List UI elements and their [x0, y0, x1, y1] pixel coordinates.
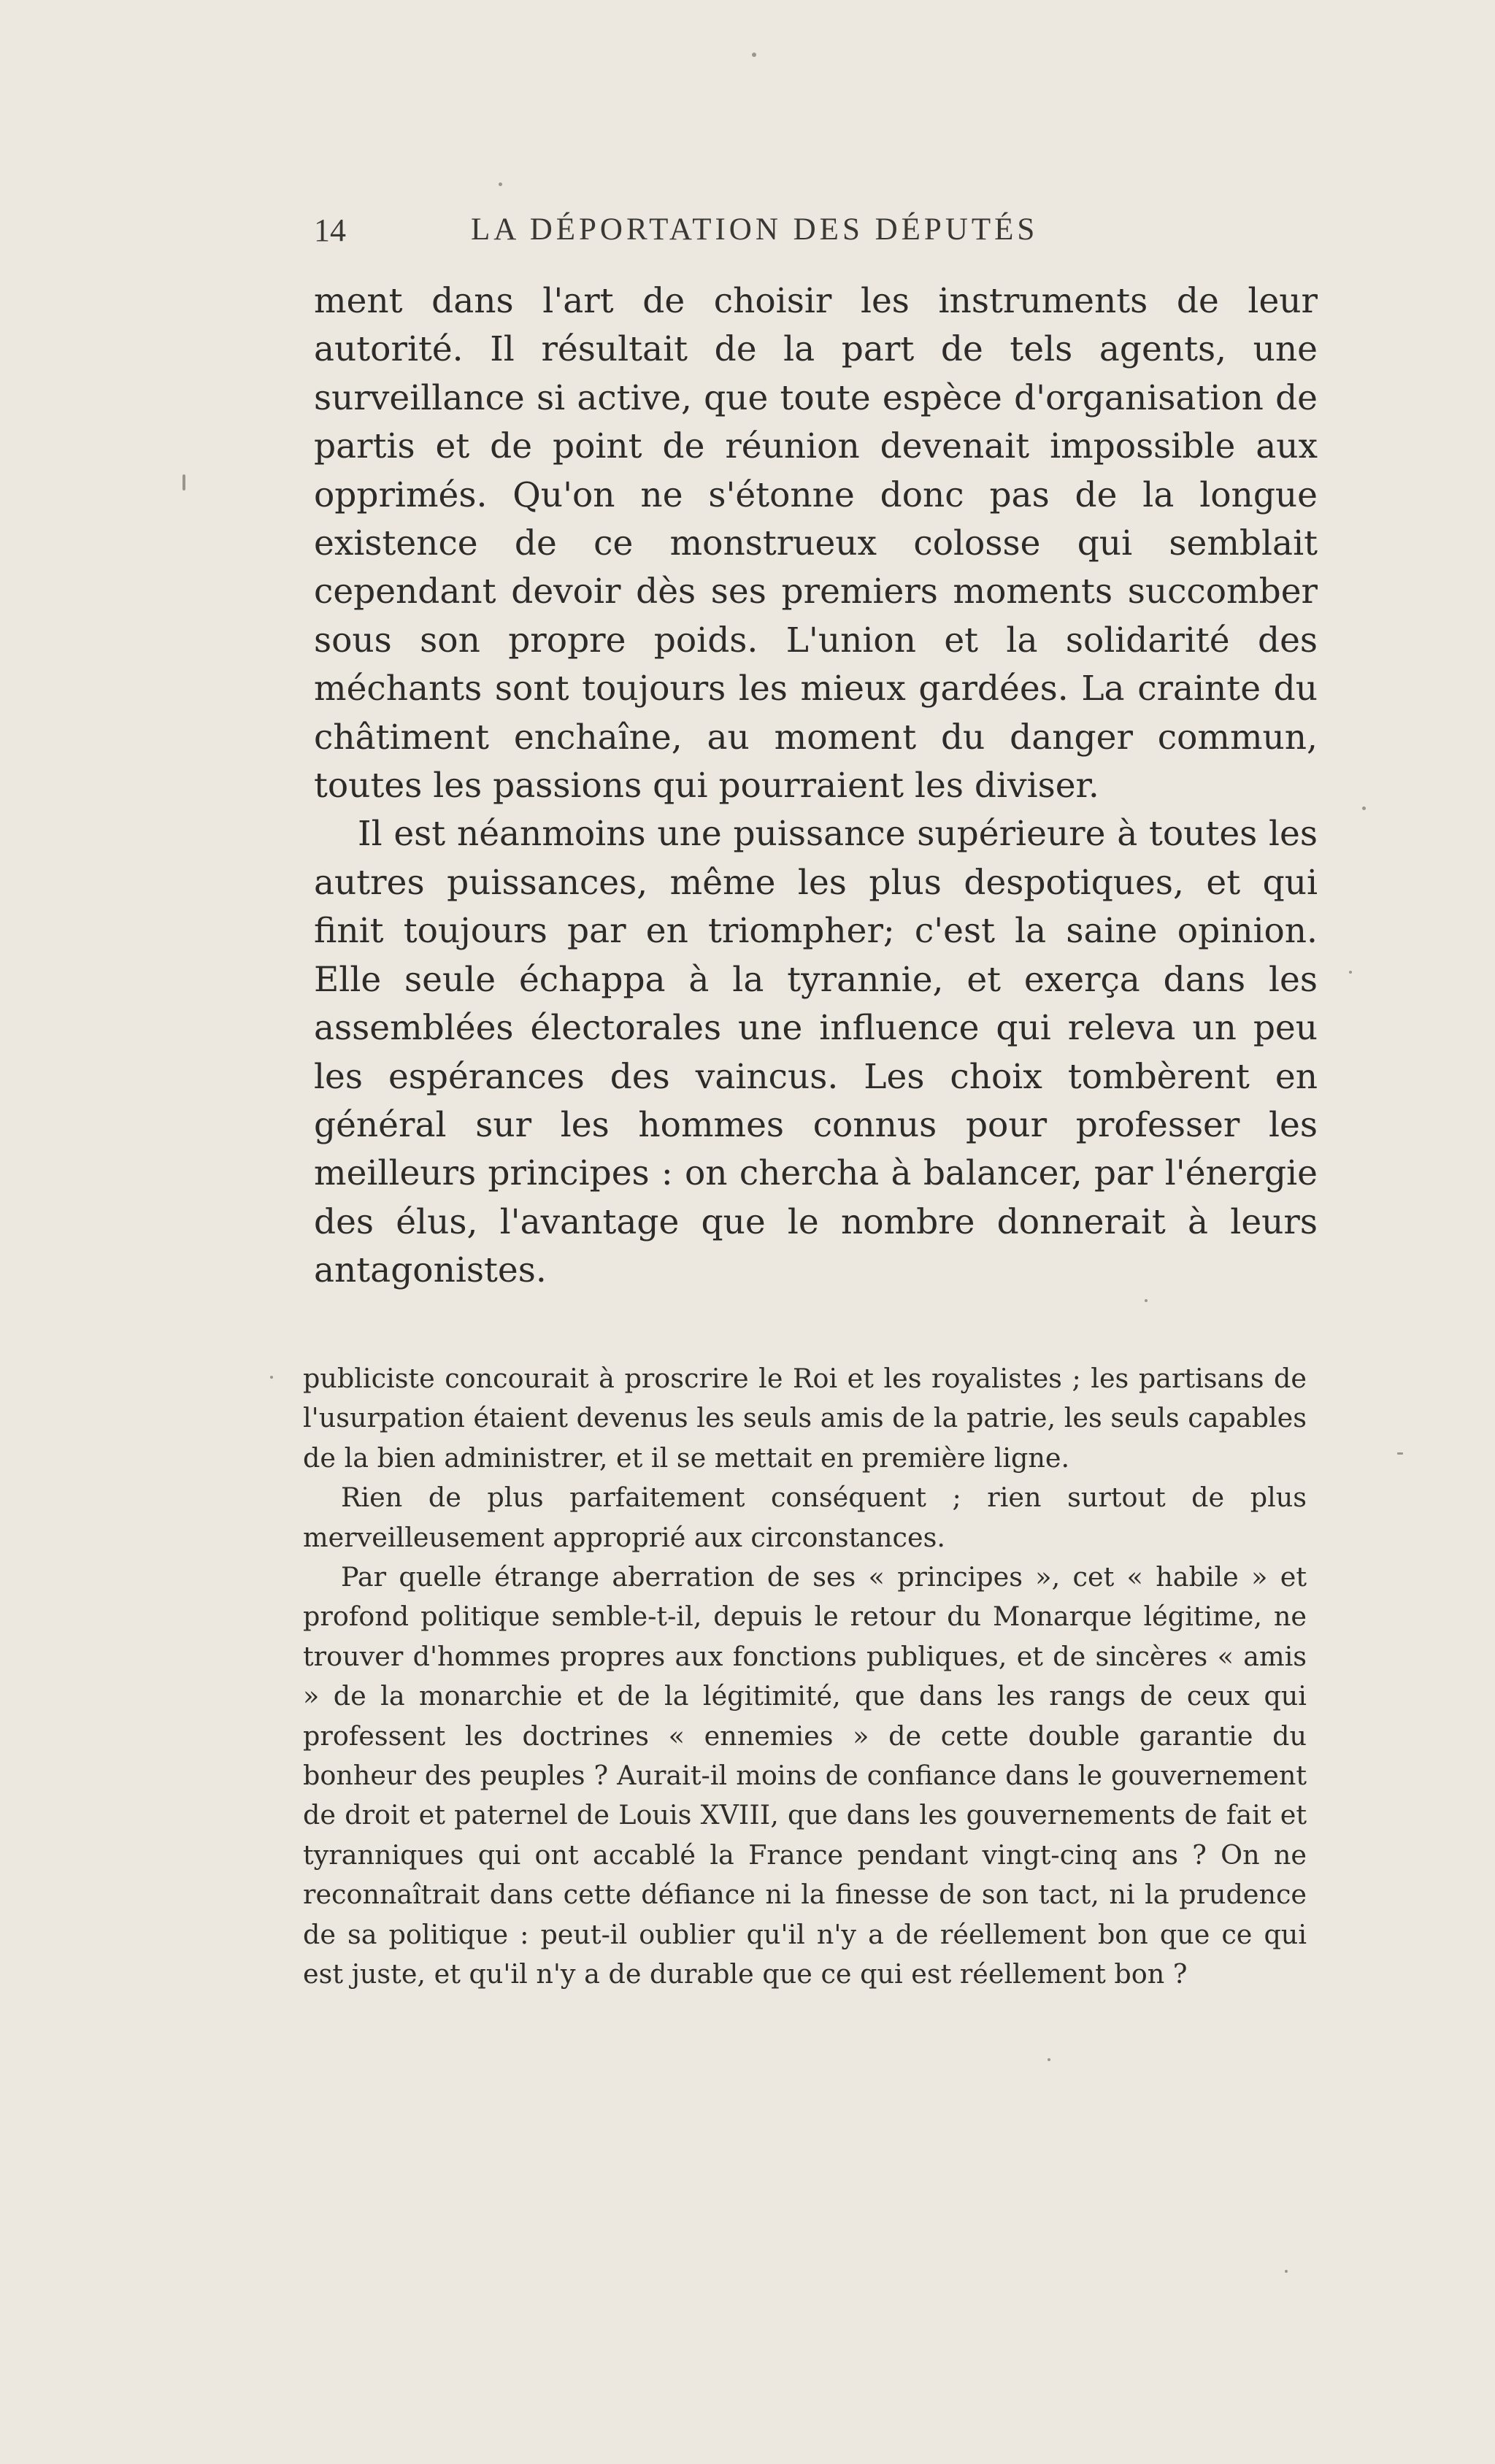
- paper-speck: [1048, 2058, 1050, 2061]
- footnote-paragraph: Par quelle étrange aberration de ses « principes », cet « habile » et profond politique semble-t-il, depuis le retour du Monarque légitime, ne trouver d'hommes propres aux fonctions publiques, et de sincères « amis » de la monarchie et de la légitimité, que dans les rangs de ceux qui professent les doctrines « ennemies » de cette double garantie du bonheur des peuples ? Aurait-il moins de confiance dans le gouvernement de droit et paternel de Louis XVIII, que dans les gouvernements de fait et tyranniques qui ont accablé la France pendant vingt-cinq ans ? On ne reconnaîtrait dans cette défiance ni la finesse de son tact, ni la prudence de sa politique : peut-il oublier qu'il n'y a de réellement bon que ce qui est juste, et qu'il n'y a de durable que ce qui est réellement bon ?: [303, 1561, 1307, 1990]
- page-header: [314, 212, 1161, 255]
- paper-speck: [1397, 1452, 1403, 1455]
- paper-speck: [1349, 971, 1352, 974]
- paper-speck: [1145, 1299, 1148, 1302]
- footnote-block: [303, 1359, 1307, 1995]
- page-number: 14: [314, 212, 346, 248]
- paper-speck: [1285, 2270, 1288, 2273]
- paper-speck: [270, 1376, 273, 1379]
- main-text-block: [314, 277, 1318, 1295]
- running-title: LA DÉPORTATION DES DÉPUTÉS: [471, 212, 1039, 247]
- paper-speck: [499, 182, 502, 186]
- paper-speck: [1362, 806, 1366, 810]
- main-paragraph: Il est néanmoins une puissance supérieure à toutes les autres puissances, même les plus despotiques, et qui finit toujours par en triompher; c'est la saine opinion. Elle seule échappa à la tyrannie, et exerça dans les assemblées électorales une influence qui releva un peu les espérances des vaincus. Les choix tombèrent en général sur les hommes connus pour professer les meilleurs principes : on chercha à balancer, par l'énergie des élus, l'avantage que le nombre donnerait à leurs antagonistes.: [314, 814, 1318, 1291]
- paper-speck: [752, 53, 756, 57]
- paper-speck: [182, 474, 185, 490]
- footnote-paragraph: publiciste concourait à proscrire le Roi et les royalistes ; les partisans de l'usurpation étaient devenus les seuls amis de la patrie, les seuls capables de la bien administrer, et il se mettait en première ligne.: [303, 1363, 1307, 1474]
- main-paragraph: ment dans l'art de choisir les instruments de leur autorité. Il résultait de la part de tels agents, une surveillance si active, que toute espèce d'organisation de partis et de point de réunion devenait impossible aux opprimés. Qu'on ne s'étonne donc pas de la longue existence de ce monstrueux colosse qui semblait cependant devoir dès ses premiers moments succomber sous son propre poids. L'union et la solidarité des méchants sont toujours les mieux gardées. La crainte du châtiment enchaîne, au moment du danger commun, toutes les passions qui pourraient les diviser.: [314, 281, 1318, 806]
- footnote-paragraph: Rien de plus parfaitement conséquent ; rien surtout de plus merveilleusement approprié aux circonstances.: [303, 1482, 1307, 1553]
